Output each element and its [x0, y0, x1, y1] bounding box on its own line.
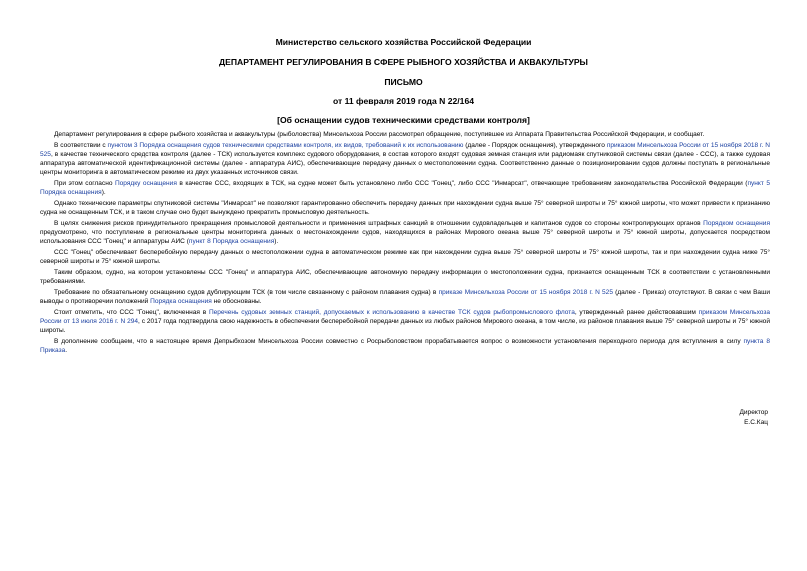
link-prikaz-525[interactable]: приказом Минсельхоза России от 15 ноября 2018 г. N 525 [40, 142, 771, 159]
document-subject: [Об оснащении судов техническими средствами контроля] [277, 115, 530, 125]
paragraph-text: (далее - Приказ) отсутствуют. В связи с чем Ваши выводы о противоречии положений [40, 289, 770, 306]
document-body [40, 131, 770, 358]
paragraph-8 [40, 289, 770, 307]
paragraph-4: Однако технические параметры спутниковой системы "Инмарсат" не позволяют гарантированно обеспечить передачу данных при нахождении судна выше 75° северной широты и 75° южной широты, что может привести к признанию судна не оснащенным ТСК, и в таком случае оно будет вынуждено прекратить промысловую деятельность. [40, 200, 770, 216]
paragraph-text: не обоснованы. [211, 298, 262, 306]
paragraph-1: Департамент регулирования в сфере рыбного хозяйства и аквакультуры (рыболовства) Минсельхоза России рассмотрел обращение, поступившее из Аппарата Правительства Российской Федерации, и сообщает. [54, 131, 705, 138]
paragraph-6: ССС "Гонец" обеспечивает бесперебойную передачу данных о местоположении судна в автоматическом режиме как при нахождении судна выше 75° северной широты и 75° южной широты, так и при нахождении судна ниже 75° северной широты и 75° южной широты. [40, 249, 770, 265]
link-poryadok-osnashcheniya[interactable]: Порядку оснащения [114, 180, 177, 187]
department-heading: ДЕПАРТАМЕНТ РЕГУЛИРОВАНИЯ В СФЕРЕ РЫБНОГО ХОЗЯЙСТВА И АКВАКУЛЬТУРЫ [219, 57, 588, 67]
link-punkt-5[interactable]: пункт 5 Порядка оснащения [40, 180, 770, 196]
link-punkt-8-prikaza[interactable]: пункта 8 Приказа [40, 338, 770, 355]
signature-name: Е.С.Кац [744, 419, 768, 426]
paragraph-text: (далее - Порядок оснащения), утвержденного [463, 142, 607, 150]
paragraph-text: Стоит отметить, что ССС "Гонец", включенная в [54, 309, 209, 317]
paragraph-text: , в качестве технического средства контроля (далее - ТСК) используется комплекс судового оборудования, в состав которого входят судовая земная станция или радиомаяк спутниковой системы связи (далее - ССС), а также судовая аппаратура автоматической идентификационной системы (далее - аппаратура АИС), обеспечивающие передачу данных о местоположении судна. Соответственно данные о позиционировании судов должны поступать в региональные центры мониторинга в автоматическом режиме из двух указанных источников связи. [40, 151, 770, 176]
paragraph-10 [40, 338, 770, 356]
paragraph-text: предусмотрено, что поступление в региональные центры мониторинга данных о местонахождении судов, находящихся в районах Мирового океана выше 75° северной широты и 75° южной широты, допускается посредством использования ССС "Гонец" и аппаратуры АИС ( [40, 229, 770, 245]
paragraph-text: Требование по обязательному оснащению судов дублирующим ТСК (в том числе связанному с районом плавания судна) в [54, 289, 439, 297]
paragraph-text: ). [274, 237, 279, 245]
paragraph-text: , с 2017 года подтвердила свою надежность в обеспечении бесперебойной передачи данных из любых районов Мирового океана, в том числе, из районов плавания выше 75° северной широты и 75° южной широты. [40, 318, 770, 334]
link-perechen-stantsiy[interactable]: Перечень судовых земных станций, допускаемых к использованию в качестве ТСК судов рыбопромыслового флота [208, 309, 575, 317]
link-prikaz-294[interactable]: приказом Минсельхоза России от 13 июля 2016 г. N 294 [40, 309, 770, 326]
document-type: ПИСЬМО [384, 77, 423, 87]
link-prikaz-525-second[interactable]: приказе Минсельхоза России от 15 ноября 2018 г. N 525 [438, 289, 613, 297]
paragraph-text: В соответствии с [54, 142, 108, 150]
paragraph-text: ). [101, 188, 106, 196]
paragraph-5 [40, 220, 770, 247]
paragraph-2 [40, 142, 770, 177]
paragraph-text: В целях снижения рисков принудительного прекращения промысловой деятельности и применения штрафных санкций в отношении судовладельцев и капитанов судов со стороны контролирующих органов [54, 220, 704, 228]
link-poryadok-punkt-3[interactable]: пунктом 3 Порядка оснащения судов техническими средствами контроля, их видов, требований к их использованию [107, 142, 464, 150]
paragraph-text: В дополнение сообщаем, что в настоящее время Депрыбхозом Минсельхоза России совместно с Росрыболовством прорабатывается вопрос о возможности установления переходного периода для вступления в силу [54, 338, 744, 346]
paragraph-9 [40, 309, 770, 336]
link-poryadkom-osnashcheniya[interactable]: Порядком оснащения [703, 220, 770, 228]
paragraph-text: , утвержденный ранее действовавшим [574, 309, 699, 317]
paragraph-text: в качестве ССС, входящих в ТСК, на судне может быть установлено либо ССС "Гонец", либо ССС "Инмарсат", отвечающие требованиям законодательства Российской Федерации ( [176, 180, 748, 187]
document-date-number: от 11 февраля 2019 года N 22/164 [332, 96, 475, 106]
ministry-heading: Министерство сельского хозяйства Российской Федерации [275, 37, 532, 47]
paragraph-text: . [65, 347, 68, 355]
paragraph-text: При этом согласно [54, 180, 115, 187]
paragraph-3 [40, 180, 770, 198]
link-poryadka-osnashcheniya[interactable]: Порядка оснащения [150, 298, 212, 306]
link-punkt-8[interactable]: пункт 8 Порядка оснащения [188, 237, 275, 245]
paragraph-7: Таким образом, судно, на котором установлены ССС "Гонец" и аппаратура АИС, обеспечивающие автономную передачу информации о местоположении судна, признается оснащенным ТСК в соответствии с установленными требованиями. [40, 269, 770, 285]
signature-title: Директор [739, 409, 768, 416]
